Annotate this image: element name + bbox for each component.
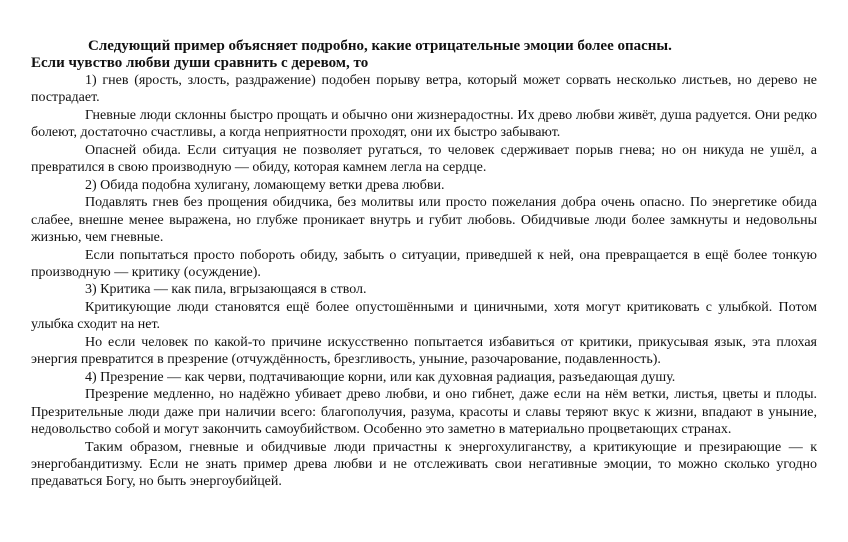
document-page	[31, 38, 817, 491]
paragraph-contempt-kills: Презрение медленно, но надёжно убивает древо любви, и оно гибнет, даже если на нём ветки, листья, цветы и плоды. Презрительные люди даже при наличии всего: благополучия, разума, красоты и славы теряют вкус к жизни, впадают в уныние, недовольство собой и могут закончить самоубийством. Особенно это заметно в материально процветающих странах.	[31, 387, 817, 438]
document-subheading: Если чувство любви души сравнить с деревом, то	[31, 55, 369, 71]
paragraph-contempt-worms: 4) Презрение — как черви, подтачивающие корни, или как духовная радиация, разъедающая душу.	[85, 369, 676, 385]
paragraph-resentment-hooligan: 2) Обида подобна хулигану, ломающему ветки древа любви.	[85, 177, 445, 193]
document-heading: Следующий пример объясняет подробно, какие отрицательные эмоции более опасны.	[88, 38, 672, 54]
paragraph-angry-people: Гневные люди склонны быстро прощать и обычно они жизнерадостны. Их древо любви живёт, душа радуется. Они редко болеют, достаточно счастливы, а когда неприятности проходят, они их быстро забывают.	[31, 107, 817, 141]
paragraph-criticism-saw: 3) Критика — как пила, вгрызающаяся в ствол.	[85, 282, 367, 298]
paragraph-critical-people: Критикующие люди становятся ещё более опустошёнными и циничными, хотя могут критиковать с улыбкой. Потом улыбка сходит на нет.	[31, 299, 817, 333]
paragraph-suppressing-anger: Подавлять гнев без прощения обидчика, без молитвы или просто пожелания добра очень опасно. По энергетике обида слабее, внешне менее выражена, но глубже проникает внутрь и губит любовь. Обидчивые люди более замкнуты и недовольны жизнью, чем гневные.	[31, 195, 817, 246]
paragraph-conclusion: Таким образом, гневные и обидчивые люди причастны к энергохулиганству, а критикующие и презирающие — к энергобандитизму. Если не знать пример древа любви и не отслеживать свои негативные эмоции, то можно сколько угодно предаваться Богу, но быть энергоубийцей.	[31, 439, 817, 490]
paragraph-resentment-danger: Опасней обида. Если ситуация не позволяет ругаться, то человек сдерживает порыв гнева; но он никуда не ушёл, а превратился в свою производную — обиду, которая камнем легла на сердце.	[31, 142, 817, 176]
paragraph-contempt-derivative: Но если человек по какой-то причине искусственно попытается избавиться от критики, прикусывая язык, эта плохая энергия превратится в презрение (отчуждённость, брезгливость, уныние, разочарование, подавленность).	[31, 334, 817, 368]
paragraph-anger-wind: 1) гнев (ярость, злость, раздражение) подобен порыву ветра, который может сорвать несколько листьев, но дерево не пострадает.	[31, 73, 817, 106]
paragraph-criticism-derivative: Если попытаться просто побороть обиду, забыть о ситуации, приведшей к ней, она превращается в ещё более тонкую производную — критику (осуждение).	[31, 247, 817, 280]
